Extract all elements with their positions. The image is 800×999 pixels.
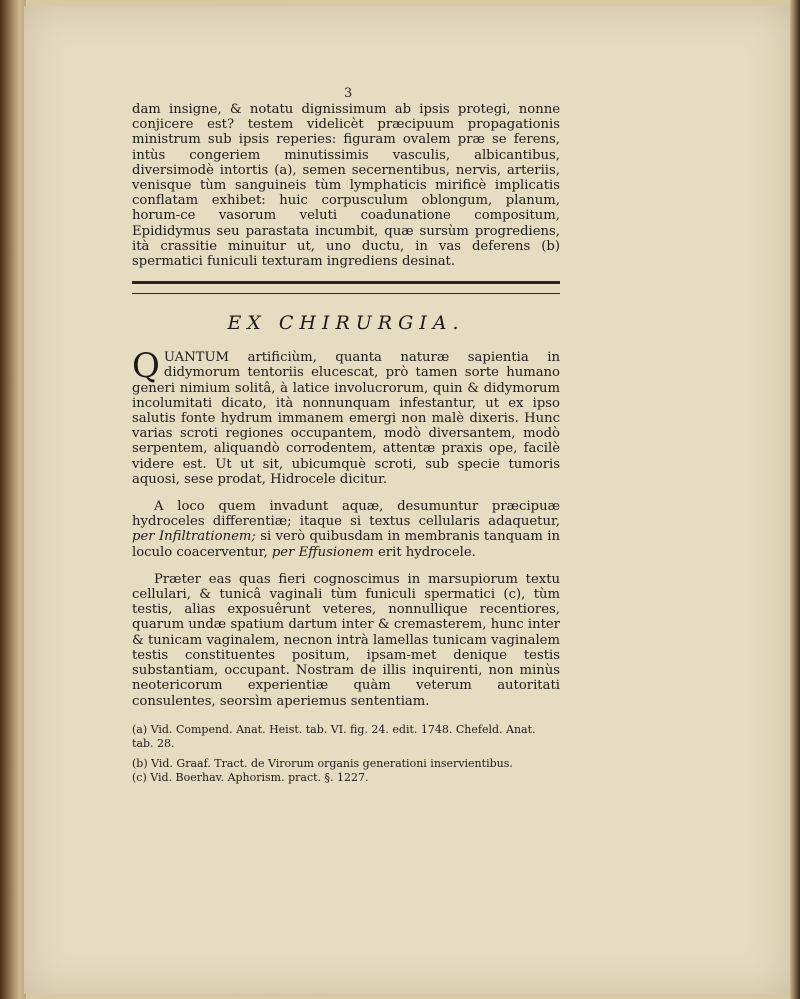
italic-term: per Effusionem bbox=[271, 544, 374, 560]
text-run: si verò quibusdam in membranis tanquam in loculo coacerventur, bbox=[132, 529, 560, 560]
paragraph-intro bbox=[132, 346, 560, 487]
page-number: 3 bbox=[344, 86, 353, 101]
book-gutter bbox=[0, 0, 26, 999]
footnote-b: (b) Vid. Graaf. Tract. de Virorum organis generationi inservientibus. bbox=[132, 756, 513, 770]
footnote-a: (a) Vid. Compend. Anat. Heist. tab. VI. fig. 24. edit. 1748. Chefeld. Anat. tab. 28. bbox=[132, 722, 536, 750]
text-run: A loco quem invadunt aquæ, desumuntur præcipuæ hydroceles differentiæ; itaque si textus cellularis adaquetur, bbox=[132, 499, 560, 530]
footnote-c: (c) Vid. Boerhav. Aphorism. pract. §. 1227. bbox=[132, 770, 369, 784]
paragraph-praeter: Præter eas quas fieri cognoscimus in marsupiorum textu cellulari, & tunicâ vaginali tùm funiculi spermatici (c), tùm testis, alias exposuêrunt veteres, nonnullique recentiores, quarum undæ spatium dartum inter & cremasterem, hunc inter & tunicam vaginalem, necnon intrà lamellas tunicam vaginalem testis constituentes positum, ipsam-met denique testis substantiam, occupant. Nostram de illis inquirenti, non minùs neotericorum experientiæ quàm veterum autoritati consulentes, seorsìm aperiemus sententiam. bbox=[132, 571, 560, 709]
paragraph-differences bbox=[132, 499, 560, 560]
text-run: erit hydrocele. bbox=[373, 544, 476, 560]
drop-cap: Q bbox=[132, 346, 160, 387]
footnotes bbox=[132, 723, 560, 785]
paragraph-intro-text: UANTUM artificiùm, quanta naturæ sapientia in didymorum tentoriis elucescat, prò tamen sorte humano generi nimium solitâ, à latice involucrorum, quin & didymorum incolumitati dicato, ità nonnunquam infestantur, ut ex ipso salutis fonte hydrum immanem emergi non malè dixeris. Hunc varias scroti regiones occupantem, modò diversantem, modò serpentem, aliquandò corrodentem, attentæ praxis ope, facilè videre est. Ut ut sit, ubicumquè scroti, sub specie tumoris aquosi, sese prodat, Hidrocele dicitur. bbox=[132, 350, 560, 487]
page-content bbox=[132, 86, 560, 785]
paragraph-anatomy: dam insigne, & notatu dignissimum ab ipsis protegi, nonne conjicere est? testem videlicèt præcipuum propagationis ministrum sub ipsis reperies: figuram ovalem præ se ferens, intùs congeriem minutissimis vasculis, albicantibus, diversimodè intortis (a), semen secernentibus, nervis, arteriis, venisque tùm sanguineis tùm lymphaticis mirificè implicatis conflatam exhibet: huic corpusculum oblongum, planum, horum-ce vasorum veluti coadunatione compositum, Epididymus seu parastata incumbit, quæ sursùm progrediens, ità crassitie minuitur ut, uno ductu, in vas deferens (b) spermatici funiculi texturam ingrediens desinat. bbox=[132, 102, 560, 270]
section-rule bbox=[132, 281, 560, 294]
page-edge bbox=[790, 0, 800, 999]
section-heading: EX CHIRURGIA. bbox=[227, 312, 465, 335]
italic-term: per Infiltrationem; bbox=[132, 529, 256, 545]
